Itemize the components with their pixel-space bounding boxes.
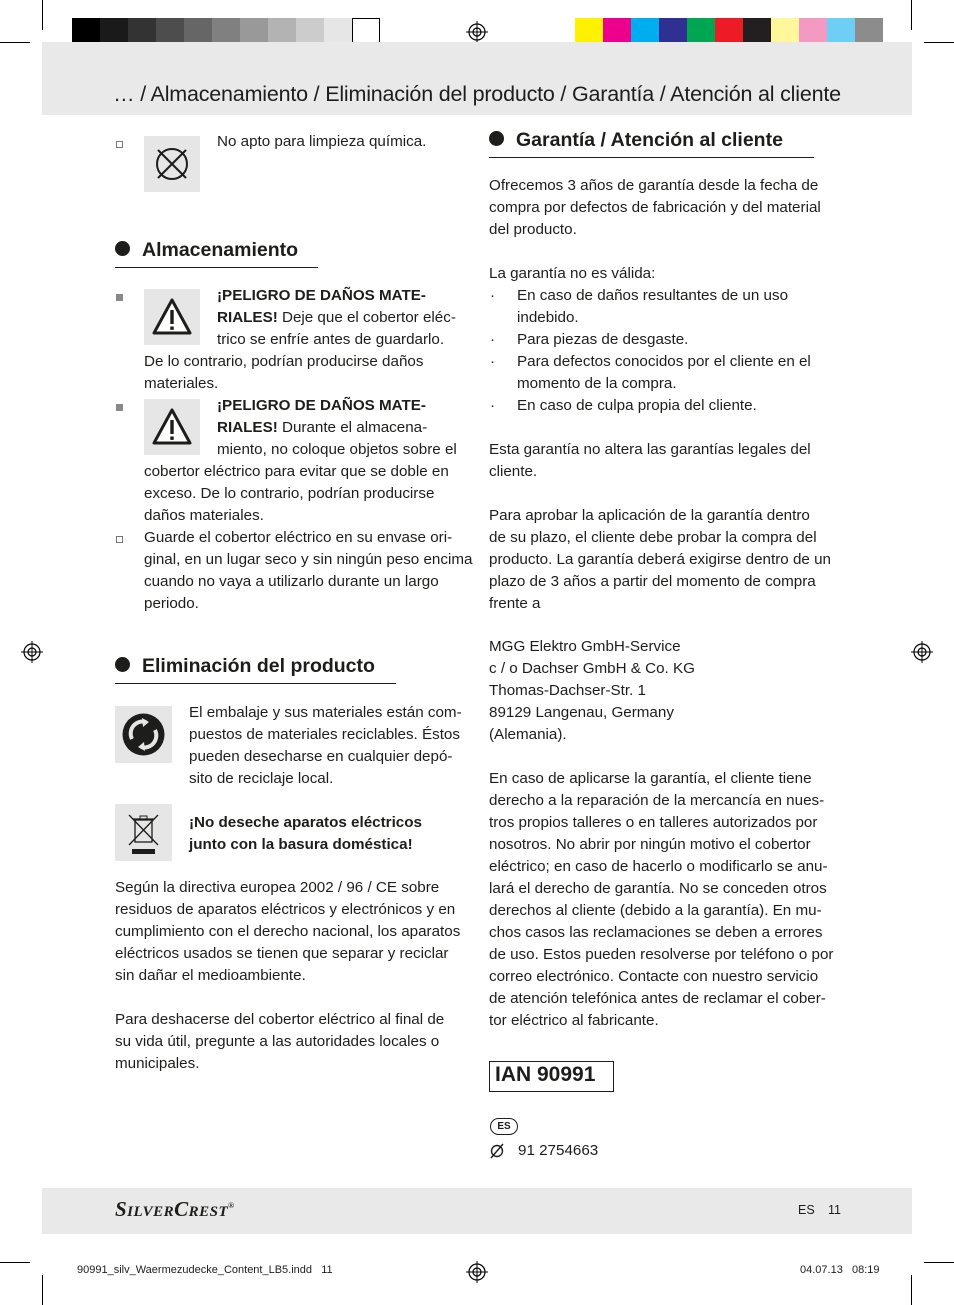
paragraph-line: de su plazo, el cliente debe probar la compra del	[489, 529, 817, 546]
address-line: MGG Elektro GmbH-Service	[489, 638, 681, 655]
paragraph-line: lará el derecho de garantía. No se conceden otros	[489, 880, 827, 897]
paragraph-line: Para aprobar la aplicación de la garantía dentro	[489, 507, 810, 524]
warning-triangle-icon	[144, 289, 200, 345]
warning-line: trico se enfríe antes de guardarlo.	[217, 331, 445, 348]
warning-rest: Durante el almacena-	[277, 419, 428, 436]
storage-line: periodo.	[144, 595, 199, 612]
paragraph-line: producto. La garantía deberá exigirse dentro de un	[489, 551, 831, 568]
heading-text: Eliminación del producto	[142, 655, 375, 677]
warning-line: materiales.	[144, 375, 219, 392]
crossed-out-bin-icon	[115, 804, 172, 861]
weee-warning	[189, 812, 422, 856]
warning-line: daños materiales.	[144, 507, 264, 524]
paragraph-line: del producto.	[489, 221, 577, 238]
packaging-text	[189, 702, 462, 790]
warning-bold: ¡PELIGRO DE DAÑOS MATE-	[217, 287, 426, 304]
registration-mark-icon	[21, 641, 43, 663]
ian-number: IAN 90991	[495, 1063, 596, 1086]
paragraph-line: En caso de aplicarse la garantía, el cliente tiene	[489, 770, 812, 787]
packaging-line: pueden desecharse en cualquier depó-	[189, 748, 453, 765]
crop-mark	[42, 1275, 43, 1305]
warning-symbol-box	[144, 399, 200, 455]
paragraph-line: eléctrico; en caso de hacerlo o modificarlo se anu-	[489, 858, 828, 875]
paragraph-line: residuos de aparatos eléctricos y electrónicos y en	[115, 901, 456, 918]
paragraph-line: Esta garantía no altera las garantías legales del	[489, 441, 811, 458]
page-title: … / Almacenamiento / Eliminación del producto / Garantía / Atención al cliente	[113, 82, 841, 106]
paragraph-line: Ofrecemos 3 años de garantía desde la fecha de	[489, 177, 819, 194]
list-item: Para piezas de desgaste.	[517, 331, 689, 348]
list-item	[517, 351, 811, 395]
packaging-line: El embalaje y sus materiales están com-	[189, 704, 462, 721]
paragraph-line: nosotros. No abrir por ningún motivo el cobertor	[489, 836, 811, 853]
warranty-paragraph-2	[489, 439, 811, 483]
warranty-invalid-intro: La garantía no es válida:	[489, 265, 656, 282]
brand-name: SilverCrest	[115, 1197, 229, 1221]
warranty-paragraph-3	[489, 505, 831, 615]
warning-triangle-icon	[144, 399, 200, 455]
print-file-name: 90991_silv_Waermezudecke_Content_LB5.indd 11	[77, 1264, 333, 1276]
crop-mark	[0, 1262, 30, 1263]
list-bullet-open	[116, 141, 123, 148]
heading-bullet	[115, 241, 130, 256]
paragraph-line: tros propios talleres o en talleres autorizados por	[489, 814, 818, 831]
warning-symbol-box	[144, 289, 200, 345]
green-dot-recycling-icon	[115, 706, 172, 763]
heading-underline	[115, 267, 318, 269]
paragraph-line: frente a	[489, 595, 541, 612]
no-chemical-cleaning-icon	[144, 136, 200, 192]
list-item	[517, 285, 788, 329]
warning-bold: ¡PELIGRO DE DAÑOS MATE-	[217, 397, 426, 414]
warning-text-1	[217, 285, 467, 351]
warranty-paragraph-4	[489, 768, 833, 1032]
paragraph-line: de atención telefónica antes de reclamar el cober-	[489, 990, 826, 1007]
warning-line: cobertor eléctrico para evitar que se doble en	[144, 463, 449, 480]
warning-text-1-cont	[144, 351, 423, 395]
list-item-line: indebido.	[517, 309, 579, 326]
list-dot: ·	[490, 331, 496, 348]
heading-underline	[115, 683, 396, 685]
list-dot: ·	[490, 397, 496, 414]
crop-mark	[911, 1275, 912, 1305]
storage-line: Guarde el cobertor eléctrico en su envase ori-	[144, 529, 453, 546]
paragraph-line: correo electrónico. Contacte con nuestro servicio	[489, 968, 819, 985]
list-bullet-filled	[116, 294, 123, 301]
storage-line: ginal, en un lugar seco y sin ningún peso encima	[144, 551, 473, 568]
no-chem-clean-text: No apto para limpieza química.	[217, 133, 427, 150]
packaging-line: puestos de materiales reciclables. Éstos	[189, 726, 460, 743]
heading-underline	[489, 157, 814, 159]
page-number: 11	[828, 1203, 841, 1217]
crop-mark	[911, 0, 912, 30]
warning-line: exceso. De lo contrario, podrían producirse	[144, 485, 435, 502]
paragraph-line: sin dañar el medioambiente.	[115, 967, 306, 984]
list-item-line: momento de la compra.	[517, 375, 677, 392]
storage-instruction	[144, 527, 472, 615]
weee-line: ¡No deseche aparatos eléctricos	[189, 814, 422, 831]
warning-bold: RIALES!	[217, 419, 278, 436]
warning-text-2	[217, 395, 467, 461]
crop-mark	[924, 42, 954, 43]
crop-mark	[924, 1262, 954, 1263]
warning-line: De lo contrario, podrían producirse daños	[144, 353, 424, 370]
warning-bold: RIALES!	[217, 309, 278, 326]
heading-bullet	[489, 131, 504, 146]
address-line: (Alemania).	[489, 726, 567, 743]
paragraph-line: municipales.	[115, 1055, 200, 1072]
recycling-symbol-box	[115, 706, 172, 763]
section-heading-disposal	[115, 655, 375, 678]
paragraph-line: chos casos las reclamaciones se deben a errores	[489, 924, 823, 941]
crop-mark	[42, 0, 43, 30]
list-dot: ·	[490, 287, 496, 304]
heading-text: Garantía / Atención al cliente	[516, 129, 783, 151]
registration-mark-icon	[911, 641, 933, 663]
paragraph-line: derecho a la reparación de la mercancía en nues-	[489, 792, 825, 809]
weee-line: junto con la basura doméstica!	[189, 836, 413, 853]
list-item-line: Para defectos conocidos por el cliente en el	[517, 353, 811, 370]
list-dot: ·	[490, 353, 496, 370]
page-language: ES	[798, 1203, 815, 1217]
weee-symbol-box	[115, 804, 172, 861]
paragraph-line: derechos al cliente (debido a la garantía). En mu-	[489, 902, 822, 919]
no-dry-clean-symbol	[144, 136, 200, 192]
paragraph-line: Según la directiva europea 2002 / 96 / CE sobre	[115, 879, 440, 896]
brand-logo: SilverCrest®	[115, 1197, 235, 1221]
warning-rest: Deje que el cobertor eléc-	[277, 309, 456, 326]
list-item-line: En caso de daños resultantes de un uso	[517, 287, 789, 304]
paragraph-line: cliente.	[489, 463, 538, 480]
packaging-line: sito de reciclaje local.	[189, 770, 334, 787]
section-heading-warranty	[489, 129, 783, 152]
phone-number: 91 2754663	[518, 1142, 599, 1159]
heading-bullet	[115, 657, 130, 672]
paragraph-line: plazo de 3 años a partir del momento de compra	[489, 573, 816, 590]
address-line: 89129 Langenau, Germany	[489, 704, 674, 721]
service-address	[489, 636, 695, 746]
warning-text-2-cont	[144, 461, 449, 527]
warning-line: miento, no coloque objetos sobre el	[217, 441, 457, 458]
paragraph-line: tor eléctrico al fabricante.	[489, 1012, 659, 1029]
storage-line: cuando no vaya a utilizarlo durante un largo	[144, 573, 439, 590]
paragraph-line: cumplimiento con el derecho nacional, los aparatos	[115, 923, 461, 940]
weee-directive-paragraph	[115, 877, 460, 987]
paragraph-line: Para deshacerse del cobertor eléctrico al final de	[115, 1011, 445, 1028]
warranty-paragraph-1	[489, 175, 821, 241]
paragraph-line: su vida útil, pregunte a las autoridades locales o	[115, 1033, 440, 1050]
phone-icon	[489, 1143, 505, 1159]
list-item: En caso de culpa propia del cliente.	[517, 397, 757, 414]
section-heading-storage	[115, 239, 298, 262]
list-bullet-filled	[116, 404, 123, 411]
address-line: c / o Dachser GmbH & Co. KG	[489, 660, 695, 677]
registration-mark-icon	[466, 21, 488, 43]
paragraph-line: de uso. Estos pueden resolverse por teléfono o por	[489, 946, 834, 963]
print-date: 04.07.13 08:19	[800, 1264, 880, 1276]
country-badge: ES	[490, 1118, 518, 1135]
registration-mark-icon	[466, 1261, 488, 1283]
paragraph-line: compra por defectos de fabricación y del material	[489, 199, 821, 216]
disposal-paragraph	[115, 1009, 444, 1075]
heading-text: Almacenamiento	[142, 239, 299, 261]
list-bullet-open	[116, 536, 123, 543]
paragraph-line: eléctricos usados se tienen que separar y reciclar	[115, 945, 449, 962]
address-line: Thomas-Dachser-Str. 1	[489, 682, 646, 699]
crop-mark	[0, 42, 30, 43]
